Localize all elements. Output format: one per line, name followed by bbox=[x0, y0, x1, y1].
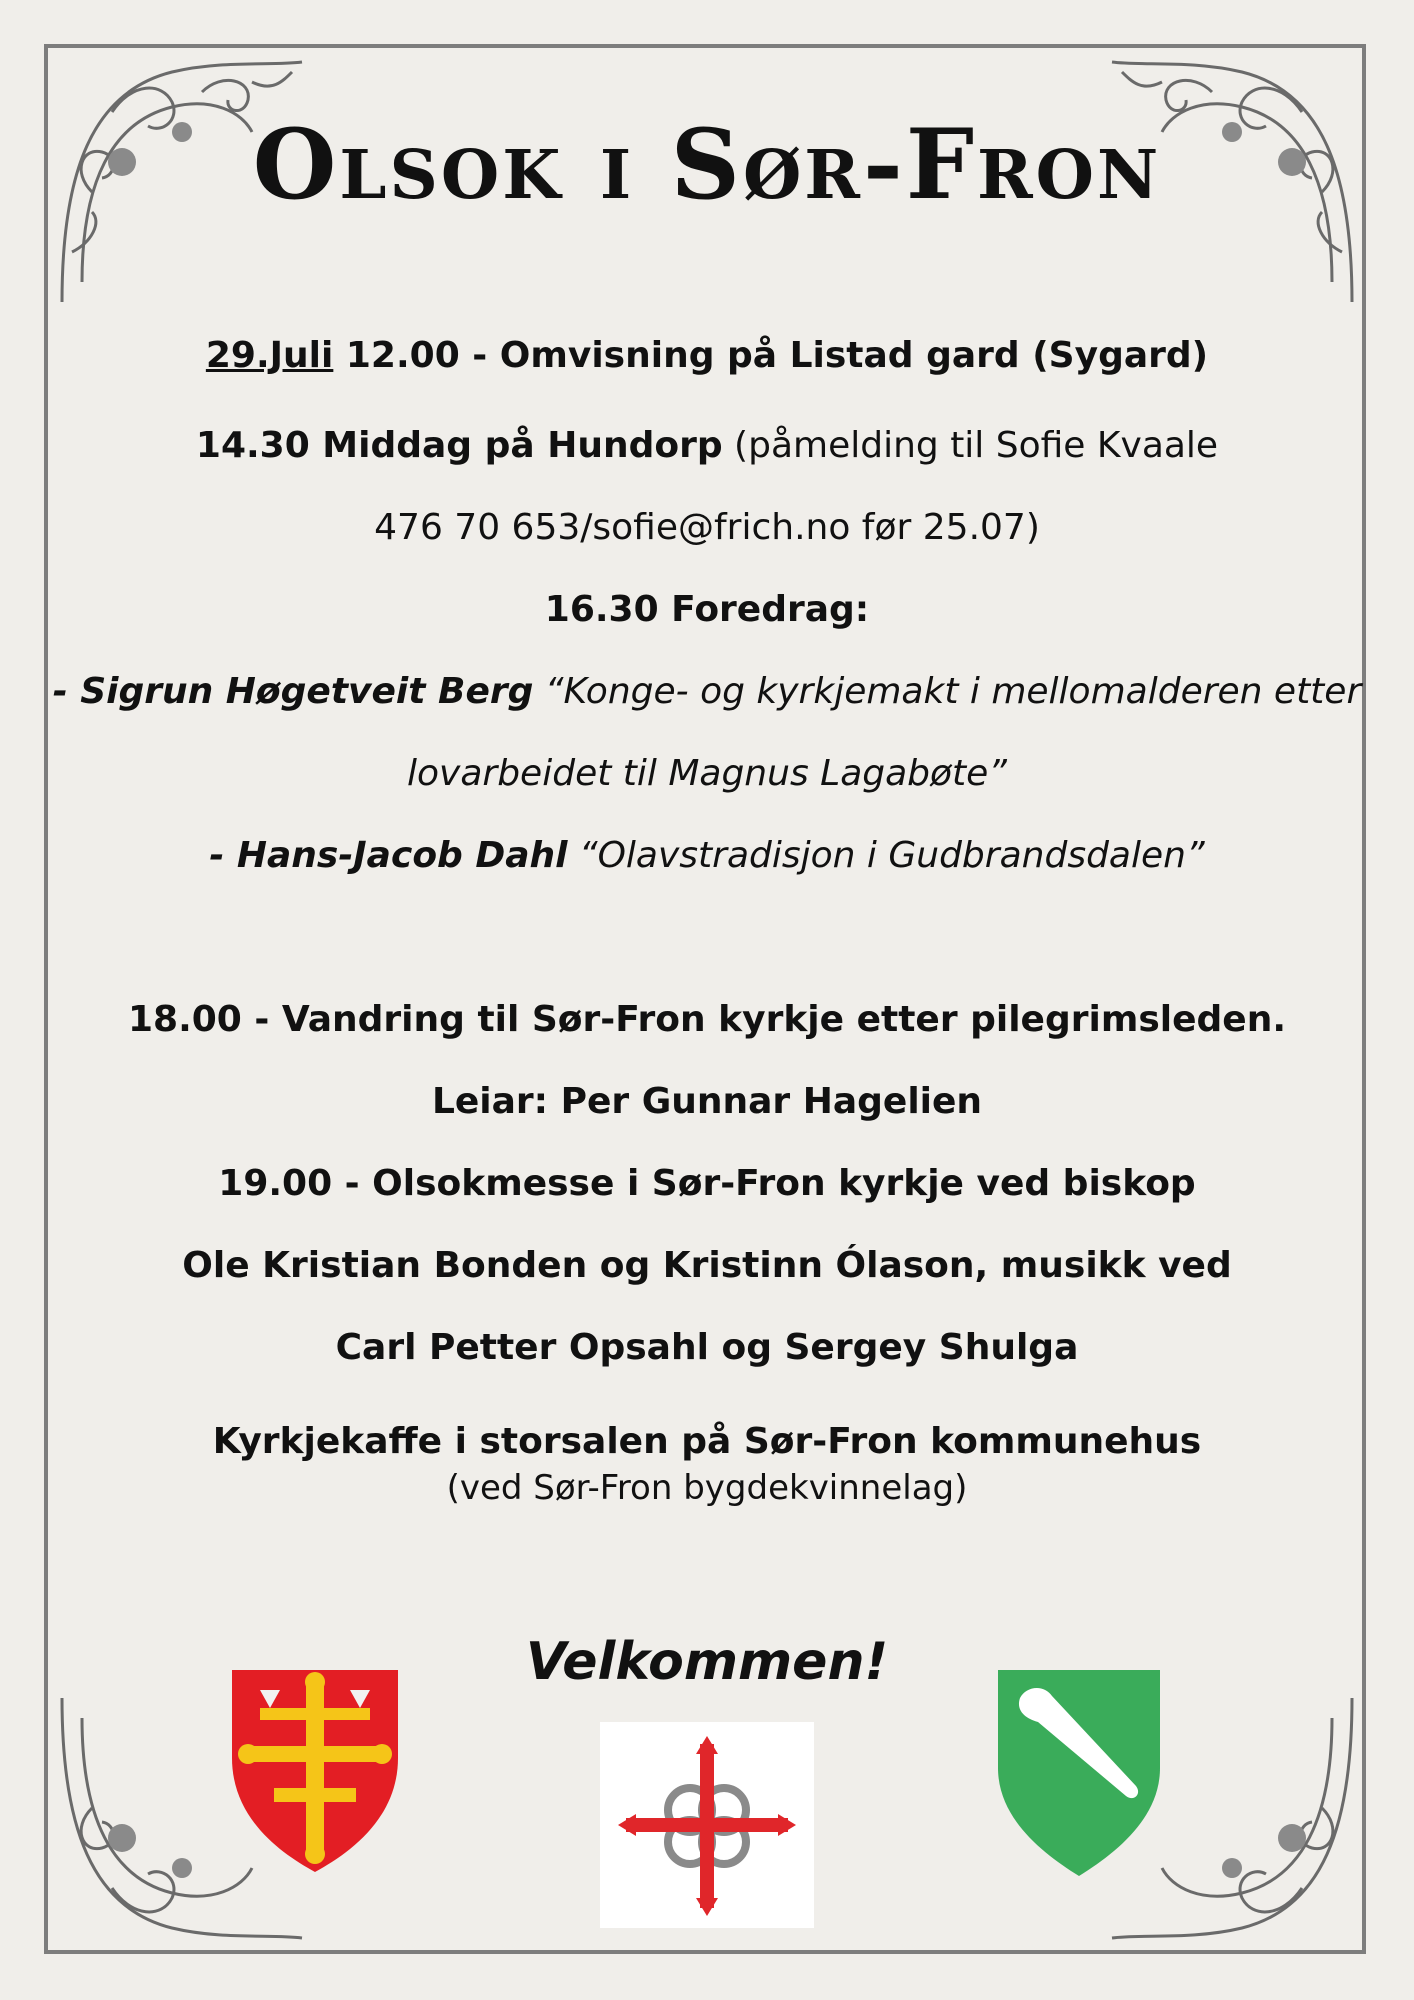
walk-line-2: Leiar: Per Gunnar Hagelien bbox=[431, 1081, 983, 1122]
event-date: 29.Juli bbox=[205, 335, 334, 376]
lecture-1-title: “Konge- og kyrkjemakt i mellomalderen etter bbox=[533, 671, 1362, 712]
church-of-norway-emblem bbox=[230, 1668, 400, 1874]
mass-line-2: Ole Kristian Bonden og Kristinn Ólason, musikk ved bbox=[182, 1245, 1232, 1286]
event-dinner-note: (påmelding til Sofie Kvaale bbox=[722, 425, 1219, 466]
lecture-2 bbox=[0, 834, 1414, 878]
event-tour-text: 12.00 - Omvisning på Listad gard (Sygard) bbox=[333, 335, 1209, 376]
lecture-2-title: “Olavstradisjon i Gudbrandsdalen” bbox=[567, 835, 1205, 876]
event-dinner-title: 14.30 Middag på Hundorp bbox=[195, 425, 723, 466]
event-tour bbox=[0, 334, 1414, 378]
event-dinner-contact: 476 70 653/sofie@frich.no før 25.07) bbox=[374, 507, 1040, 548]
mass-line-3: Carl Petter Opsahl og Sergey Shulga bbox=[335, 1327, 1079, 1368]
coffee-line-2: (ved Sør-Fron bygdekvinnelag) bbox=[446, 1468, 968, 1508]
lecture-1-title-cont: lovarbeidet til Magnus Lagabøte” bbox=[407, 753, 1007, 794]
welcome-text: Velkommen! bbox=[525, 1632, 889, 1692]
lecture-heading: 16.30 Foredrag: bbox=[544, 589, 870, 630]
pilgrim-cross-emblem bbox=[600, 1722, 814, 1928]
mass-line-1: 19.00 - Olsokmesse i Sør-Fron kyrkje ved biskop bbox=[218, 1163, 1196, 1204]
lecture-2-speaker: - Hans-Jacob Dahl bbox=[209, 835, 568, 876]
page-title: Olsok i Sør-Fron bbox=[252, 108, 1162, 221]
walk-line-1: 18.00 - Vandring til Sør-Fron kyrkje etter pilegrimsleden. bbox=[127, 999, 1287, 1040]
coffee-line-1: Kyrkjekaffe i storsalen på Sør-Fron kommunehus bbox=[212, 1421, 1202, 1462]
event-dinner bbox=[0, 424, 1414, 468]
lecture-1-speaker: - Sigrun Høgetveit Berg bbox=[52, 671, 534, 712]
sor-fron-coat-of-arms bbox=[996, 1668, 1162, 1878]
lecture-1 bbox=[0, 670, 1414, 714]
